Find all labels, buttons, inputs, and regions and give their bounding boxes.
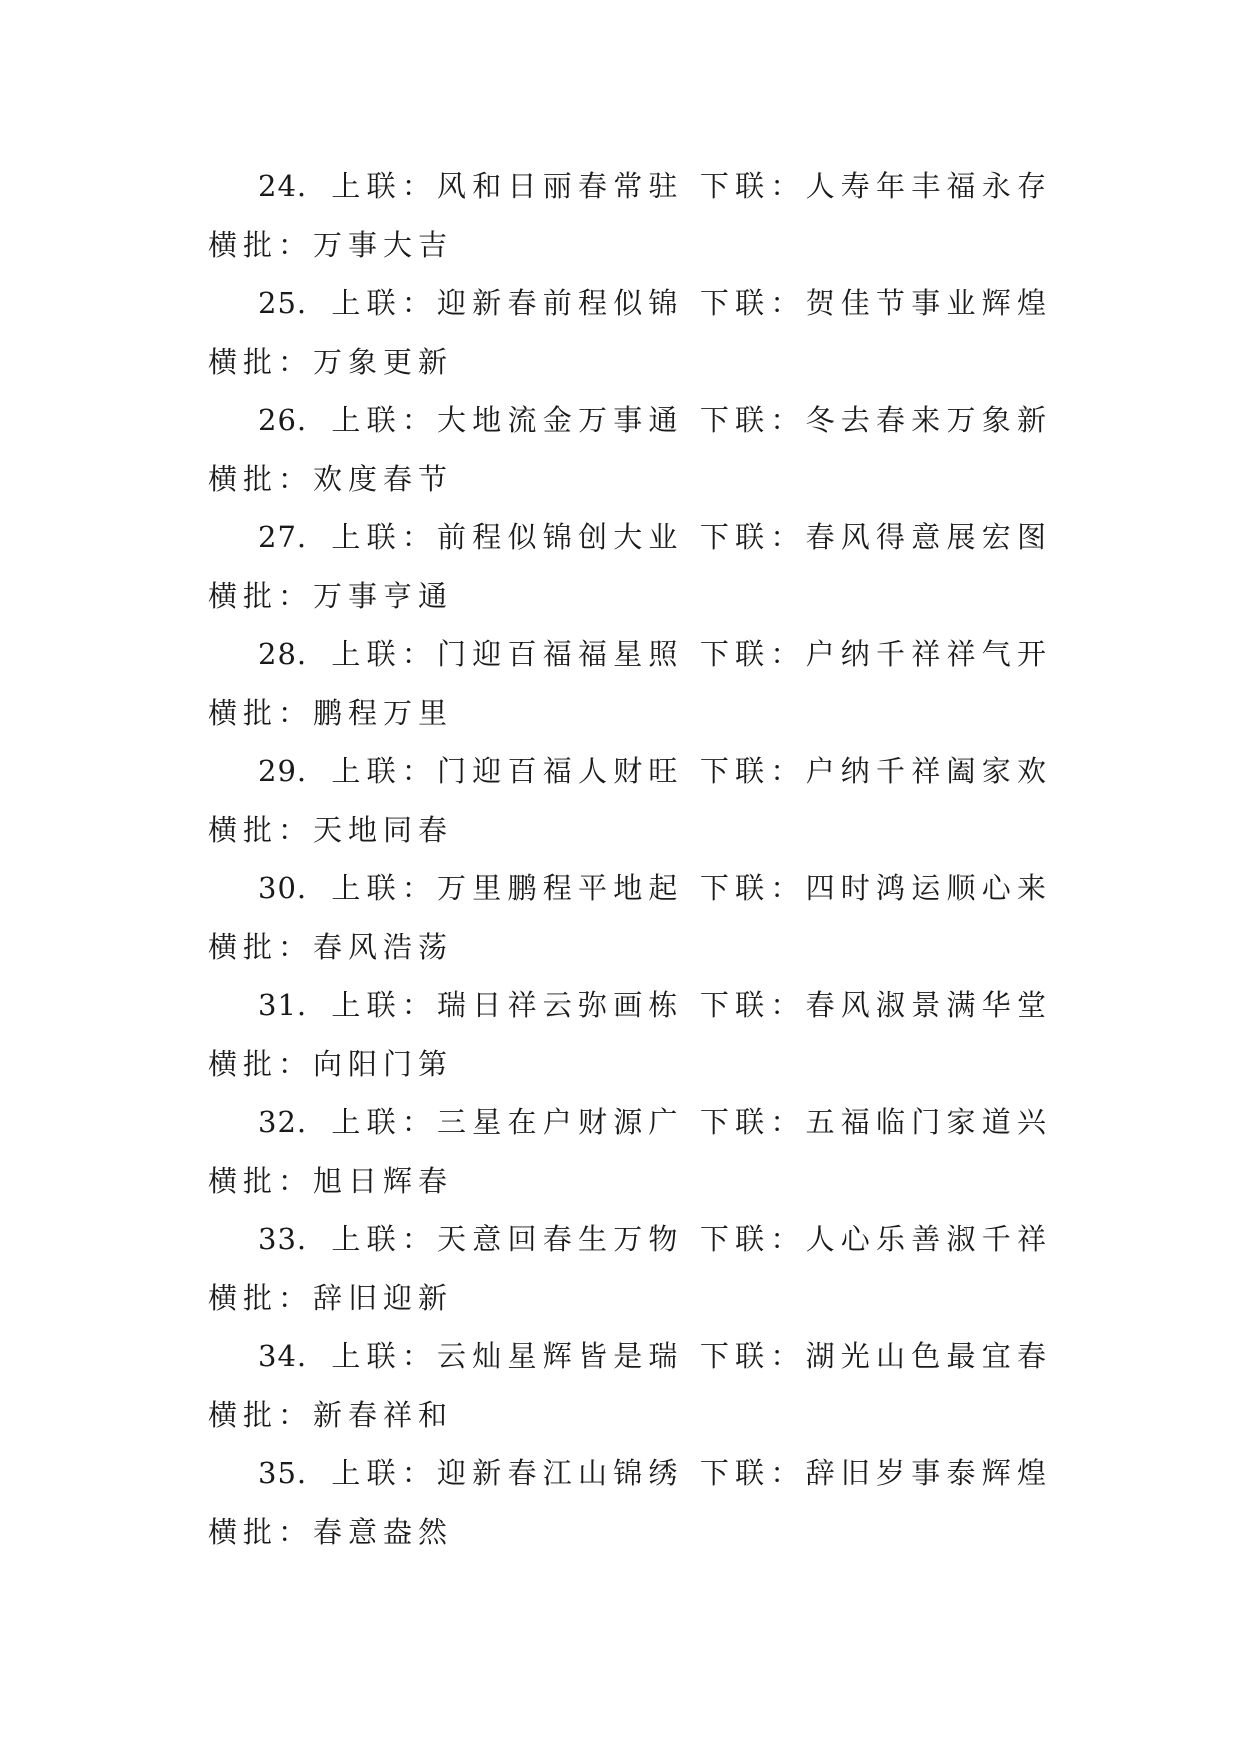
lower-label: 下联：: [699, 871, 806, 905]
lower-line: 人心乐善淑千祥: [805, 1222, 1052, 1256]
entry-number: 27.: [258, 520, 308, 554]
upper-line: 大地流金万事通: [437, 403, 684, 437]
upper-line: 三星在户财源广: [437, 1105, 684, 1139]
entry-number: 25.: [258, 286, 308, 320]
horizontal-label: 横批：: [208, 812, 314, 847]
lower-line: 五福临门家道兴: [805, 1105, 1052, 1139]
upper-line: 天意回春生万物: [437, 1222, 684, 1256]
couplet-list: [192, 157, 1052, 1561]
horizontal-label: 横批：: [208, 227, 314, 262]
horizontal-label: 横批：: [208, 1046, 314, 1081]
upper-label: 上联：: [331, 169, 438, 203]
upper-label: 上联：: [331, 754, 438, 788]
upper-label: 上联：: [331, 637, 438, 671]
horizontal-label: 横批：: [208, 1163, 314, 1198]
horizontal-scroll: 天地同春: [313, 812, 454, 847]
couplet-entry: [192, 391, 1052, 508]
upper-label: 上联：: [331, 988, 438, 1022]
couplet-entry: [192, 1093, 1052, 1210]
upper-label: 上联：: [331, 520, 438, 554]
horizontal-label: 横批：: [208, 344, 314, 379]
upper-line: 万里鹏程平地起: [437, 871, 684, 905]
couplet-entry: [192, 625, 1052, 742]
lower-label: 下联：: [699, 286, 806, 320]
lower-line: 户纳千祥祥气开: [805, 637, 1052, 671]
horizontal-scroll: 鹏程万里: [313, 695, 454, 730]
entry-number: 34.: [258, 1339, 308, 1373]
lower-line: 四时鸿运顺心来: [805, 871, 1052, 905]
upper-line: 迎新春前程似锦: [437, 286, 684, 320]
horizontal-label: 横批：: [208, 929, 314, 964]
horizontal-scroll: 万事大吉: [313, 227, 454, 262]
horizontal-scroll: 万事亨通: [313, 578, 454, 613]
horizontal-label: 横批：: [208, 1280, 314, 1315]
horizontal-scroll: 向阳门第: [313, 1046, 454, 1081]
horizontal-label: 横批：: [208, 578, 314, 613]
entry-number: 33.: [258, 1222, 308, 1256]
lower-label: 下联：: [699, 1105, 806, 1139]
entry-number: 28.: [258, 637, 308, 671]
lower-line: 户纳千祥阖家欢: [805, 754, 1052, 788]
entry-number: 35.: [258, 1456, 308, 1490]
lower-label: 下联：: [699, 1222, 806, 1256]
lower-label: 下联：: [699, 637, 806, 671]
horizontal-scroll: 新春祥和: [313, 1397, 454, 1432]
upper-line: 瑞日祥云弥画栋: [437, 988, 684, 1022]
couplet-entry: [192, 742, 1052, 859]
horizontal-scroll: 欢度春节: [313, 461, 454, 496]
entry-number: 32.: [258, 1105, 308, 1139]
upper-label: 上联：: [331, 403, 438, 437]
lower-label: 下联：: [699, 988, 806, 1022]
lower-line: 春风得意展宏图: [805, 520, 1052, 554]
lower-label: 下联：: [699, 169, 806, 203]
horizontal-scroll: 辞旧迎新: [313, 1280, 454, 1315]
horizontal-label: 横批：: [208, 1397, 314, 1432]
lower-line: 辞旧岁事泰辉煌: [805, 1456, 1052, 1490]
couplet-entry: [192, 508, 1052, 625]
lower-label: 下联：: [699, 1456, 806, 1490]
lower-label: 下联：: [699, 520, 806, 554]
horizontal-scroll: 旭日辉春: [313, 1163, 454, 1198]
upper-line: 门迎百福人财旺: [437, 754, 684, 788]
horizontal-label: 横批：: [208, 1514, 314, 1549]
upper-label: 上联：: [331, 1105, 438, 1139]
lower-label: 下联：: [699, 403, 806, 437]
entry-number: 26.: [258, 403, 308, 437]
couplet-entry: [192, 1327, 1052, 1444]
upper-label: 上联：: [331, 286, 438, 320]
lower-line: 湖光山色最宜春: [805, 1339, 1052, 1373]
entry-number: 24.: [258, 169, 308, 203]
entry-number: 30.: [258, 871, 308, 905]
upper-label: 上联：: [331, 1456, 438, 1490]
upper-line: 云灿星辉皆是瑞: [437, 1339, 684, 1373]
couplet-entry: [192, 976, 1052, 1093]
horizontal-label: 横批：: [208, 695, 314, 730]
upper-line: 迎新春江山锦绣: [437, 1456, 684, 1490]
upper-label: 上联：: [331, 871, 438, 905]
horizontal-label: 横批：: [208, 461, 314, 496]
lower-label: 下联：: [699, 1339, 806, 1373]
upper-line: 风和日丽春常驻: [437, 169, 684, 203]
horizontal-scroll: 春意盎然: [313, 1514, 454, 1549]
couplet-entry: [192, 274, 1052, 391]
upper-line: 门迎百福福星照: [437, 637, 684, 671]
couplet-entry: [192, 157, 1052, 274]
couplet-entry: [192, 1444, 1052, 1561]
horizontal-scroll: 春风浩荡: [313, 929, 454, 964]
upper-label: 上联：: [331, 1339, 438, 1373]
upper-label: 上联：: [331, 1222, 438, 1256]
lower-line: 贺佳节事业辉煌: [805, 286, 1052, 320]
horizontal-scroll: 万象更新: [313, 344, 454, 379]
lower-line: 人寿年丰福永存: [805, 169, 1052, 203]
lower-label: 下联：: [699, 754, 806, 788]
lower-line: 春风淑景满华堂: [805, 988, 1052, 1022]
couplet-entry: [192, 859, 1052, 976]
upper-line: 前程似锦创大业: [437, 520, 684, 554]
entry-number: 29.: [258, 754, 308, 788]
couplet-entry: [192, 1210, 1052, 1327]
lower-line: 冬去春来万象新: [805, 403, 1052, 437]
entry-number: 31.: [258, 988, 308, 1022]
